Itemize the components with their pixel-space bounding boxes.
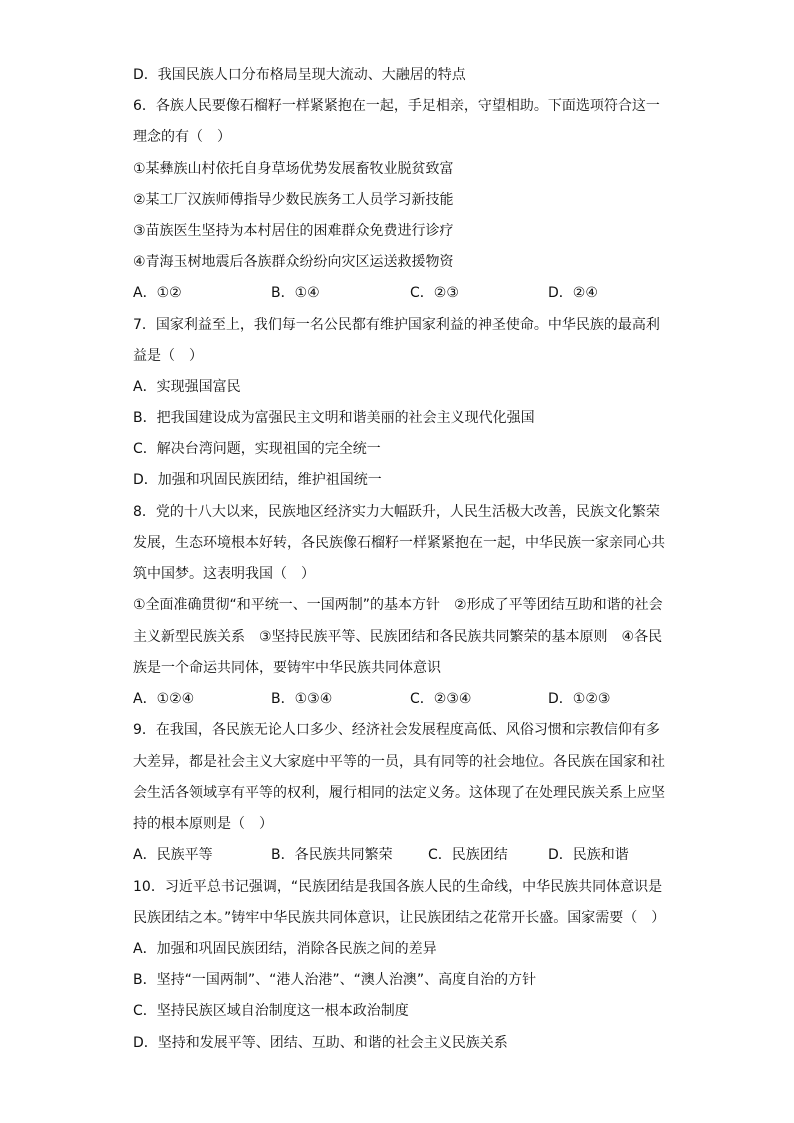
q10-option-c: C．坚持民族区域自治制度这一根本政治制度 xyxy=(133,1003,409,1019)
q8-stem-line-1: 8．党的十八大以来，民族地区经济实力大幅跃升，人民生活极大改善，民族文化繁荣 xyxy=(133,504,660,520)
q6-item-4: ④青海玉树地震后各族群众纷纷向灾区运送救援物资 xyxy=(133,254,454,270)
q10-option-b: B．坚持“一国两制”、“港人治港”、“澳人治澳”、高度自治的方针 xyxy=(133,972,537,988)
q8-items-line-2: 主义新型民族关系 ③坚持民族平等、民族团结和各民族共同繁荣的基本原则 ④各民 xyxy=(133,629,663,645)
q7-stem-line-2: 益是（ ） xyxy=(133,348,203,364)
q9-option-d: D．民族和谐 xyxy=(548,847,629,863)
q6-option-c: C．②③ xyxy=(410,285,459,301)
q10-stem-line-2: 民族团结之本。”铸牢中华民族共同体意识，让民族团结之花常开长盛。国家需要（ ） xyxy=(133,910,666,926)
q6-item-1: ①某彝族山村依托自身草场优势发展畜牧业脱贫致富 xyxy=(133,161,454,177)
q10-stem-line-1: 10．习近平总书记强调，“民族团结是我国各族人民的生命线，中华民族共同体意识是 xyxy=(133,879,663,895)
q6-option-a: A．①② xyxy=(133,285,182,301)
q7-option-a: A．实现强国富民 xyxy=(133,379,241,395)
q5-option-d: D．我国民族人口分布格局呈现大流动、大融居的特点 xyxy=(133,67,466,83)
q9-stem-line-1: 9．在我国，各民族无论人口多少、经济社会发展程度高低、风俗习惯和宗教信仰有多 xyxy=(133,722,660,738)
q10-option-d: D．坚持和发展平等、团结、互助、和谐的社会主义民族关系 xyxy=(133,1035,508,1051)
q8-option-c: C．②③④ xyxy=(410,691,472,707)
q6-item-2: ②某工厂汉族师傅指导少数民族务工人员学习新技能 xyxy=(133,192,454,208)
q9-stem-line-3: 会生活各领域享有平等的权利，履行相同的法定义务。这体现了在处理民族关系上应坚 xyxy=(133,785,665,801)
q7-option-b: B．把我国建设成为富强民主文明和谐美丽的社会主义现代化强国 xyxy=(133,410,535,426)
q8-option-b: B．①③④ xyxy=(271,691,333,707)
q6-option-d: D．②④ xyxy=(548,285,598,301)
q9-option-c: C．民族团结 xyxy=(428,847,508,863)
q9-option-a: A．民族平等 xyxy=(133,847,213,863)
q8-option-a: A．①②④ xyxy=(133,691,195,707)
q8-items-line-3: 族是一个命运共同体，要铸牢中华民族共同体意识 xyxy=(133,660,441,676)
q8-stem-line-3: 筑中国梦。这表明我国（ ） xyxy=(133,566,315,582)
q7-option-d: D．加强和巩固民族团结，维护祖国统一 xyxy=(133,472,382,488)
q6-stem-line-1: 6．各族人民要像石榴籽一样紧紧抱在一起，手足相亲，守望相助。下面选项符合这一 xyxy=(133,98,660,114)
q8-option-d: D．①②③ xyxy=(548,691,611,707)
q6-item-3: ③苗族医生坚持为本村居住的困难群众免费进行诊疗 xyxy=(133,223,454,239)
q9-stem-line-2: 大差异，都是社会主义大家庭中平等的一员，具有同等的社会地位。各民族在国家和社 xyxy=(133,754,665,770)
q8-items-line-1: ①全面准确贯彻“和平统一、一国两制”的基本方针 ②形成了平等团结互助和谐的社会 xyxy=(133,597,663,613)
q9-stem-line-4: 持的根本原则是（ ） xyxy=(133,816,273,832)
q10-option-a: A．加强和巩固民族团结，消除各民族之间的差异 xyxy=(133,941,437,957)
q6-option-b: B．①④ xyxy=(271,285,320,301)
q7-stem-line-1: 7．国家利益至上，我们每一名公民都有维护国家利益的神圣使命。中华民族的最高利 xyxy=(133,317,660,333)
q6-stem-line-2: 理念的有（ ） xyxy=(133,129,231,145)
q8-stem-line-2: 发展，生态环境根本好转，各民族像石榴籽一样紧紧抱在一起，中华民族一家亲同心共 xyxy=(133,535,665,551)
q7-option-c: C．解决台湾问题，实现祖国的完全统一 xyxy=(133,441,381,457)
q9-option-b: B．各民族共同繁荣 xyxy=(271,847,393,863)
